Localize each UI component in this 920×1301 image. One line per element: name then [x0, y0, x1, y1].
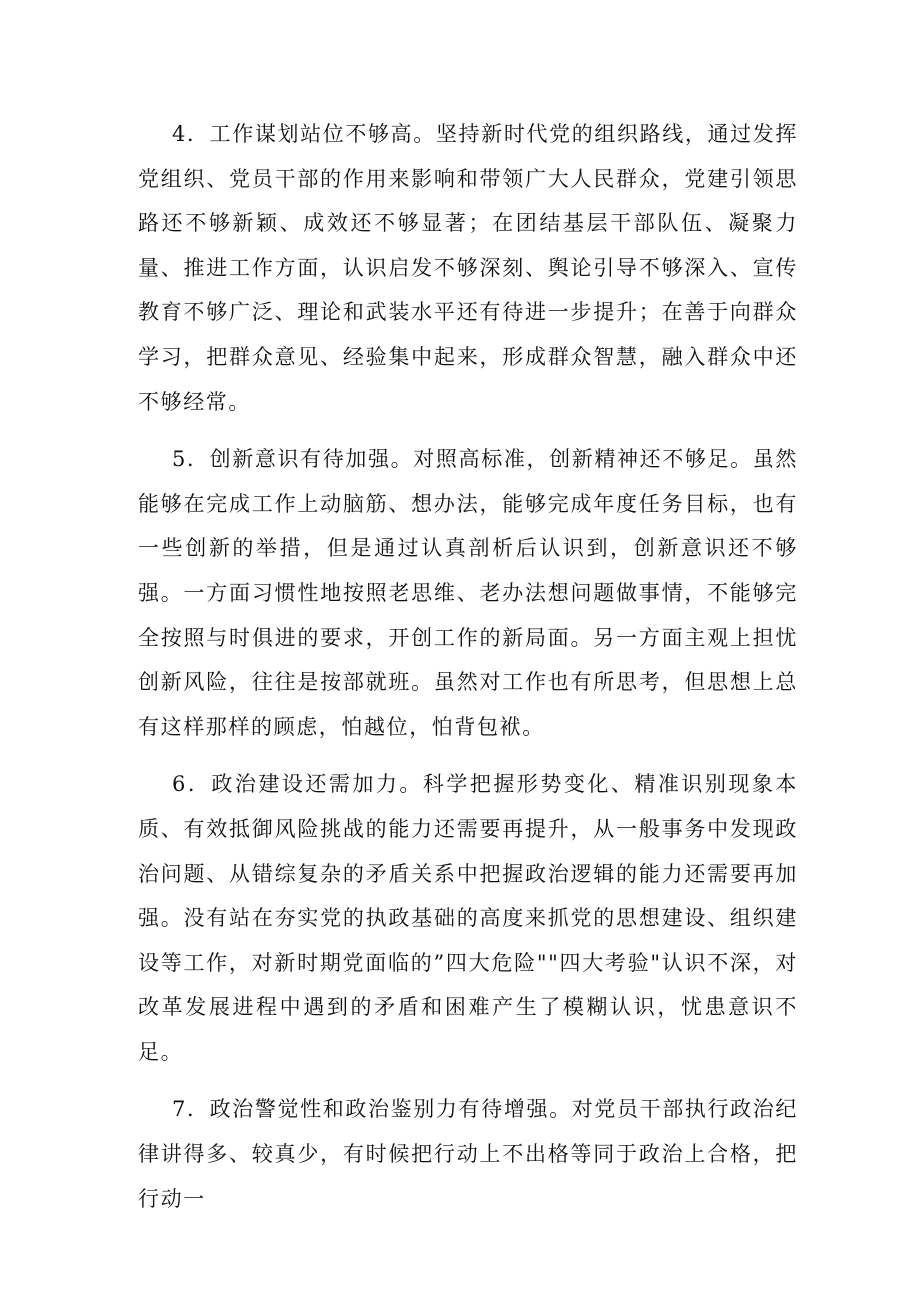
- paragraph-4: 4．工作谋划站位不够高。坚持新时代党的组织路线，通过发挥党组织、党员干部的作用来影响和带领广大人民群众，党建引领思路还不够新颖、成效还不够显著；在团结基层干部队伍、凝聚力量、推进工作方面，认识启发不够深刻、舆论引导不够深入、宣传教育不够广泛、理论和武装水平还有待进一步提升；在善于向群众学习，把群众意见、经验集中起来，形成群众智慧，融入群众中还不够经常。: [138, 122, 798, 414]
- document-body: [138, 112, 798, 1234]
- paragraph-5: 5．创新意识有待加强。对照高标准，创新精神还不够足。虽然能够在完成工作上动脑筋、想办法，能够完成年度任务目标，也有一些创新的举措，但是通过认真剖析后认识到，创新意识还不够强。一方面习惯性地按照老思维、老办法想问题做事情，不能够完全按照与时俱进的要求，开创工作的新局面。另一方面主观上担忧创新风险，往往是按部就班。虽然对工作也有所思考，但思想上总有这样那样的顾虑，怕越位，怕背包袱。: [138, 447, 798, 739]
- paragraph-7: 7．政治警觉性和政治鉴别力有待增强。对党员干部执行政治纪律讲得多、较真少，有时候把行动上不出格等同于政治上合格，把行动一: [138, 1097, 798, 1211]
- paragraph-6: 6．政治建设还需加力。科学把握形势变化、精准识别现象本质、有效抵御风险挑战的能力还需要再提升，从一般事务中发现政治问题、从错综复杂的矛盾关系中把握政治逻辑的能力还需要再加强。没有站在夯实党的执政基础的高度来抓党的思想建设、组织建设等工作，对新时期党面临的”四大危险""四大考验"认识不深，对改革发展进程中遇到的矛盾和困难产生了模糊认识，忧患意识不足。: [138, 772, 798, 1064]
